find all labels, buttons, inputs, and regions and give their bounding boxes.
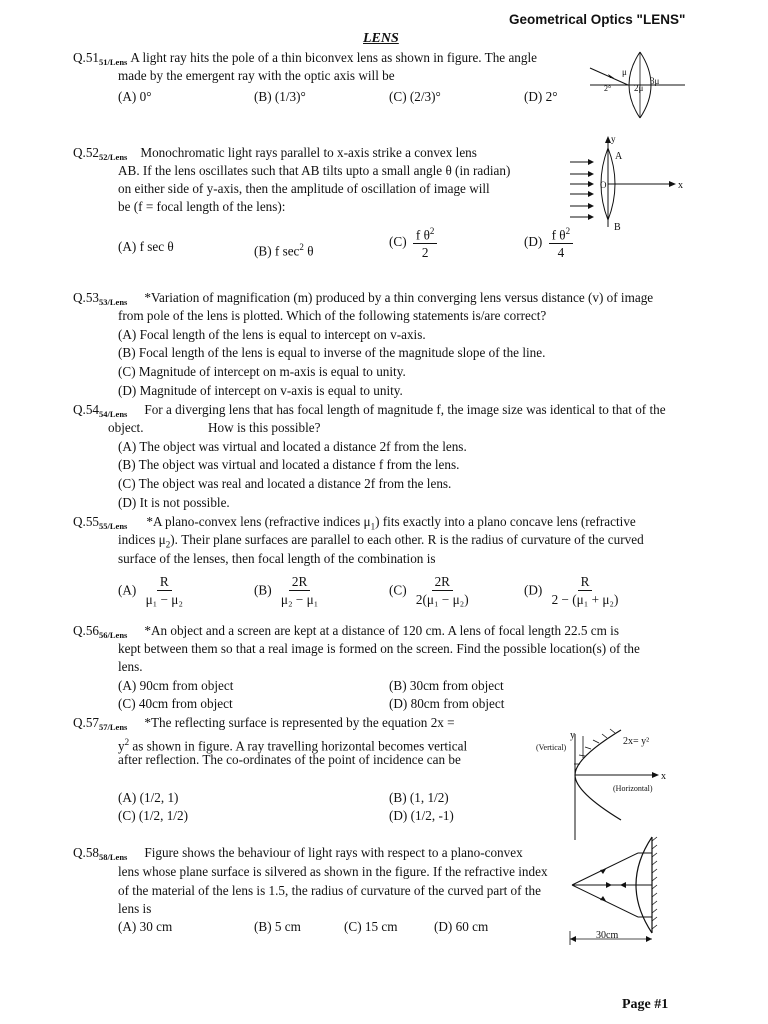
q51-option-a: (A) 0° <box>118 89 152 104</box>
q55-option-a: (A) $\frac{R}{\text{μ₁ − μ₂}}$ <box>118 574 183 607</box>
q52-fig-y: y <box>611 134 616 144</box>
q57-line2: $y^2$ as shown in figure. A ray travelling horizontal becomes vertical <box>118 737 468 754</box>
q57-fig-y: y <box>570 730 575 741</box>
q51-fig-2mu: 2μ <box>634 83 644 93</box>
q57-option-a: (A) (1/2, 1) <box>118 790 179 805</box>
q56-option-c: (C) 40cm from object <box>118 696 233 711</box>
q58-line2: lens whose plane surface is silvered as shown in the figure. If the refractive index <box>118 864 548 879</box>
q55-line3: surface of the lenses, then focal length of the combination is <box>118 551 436 566</box>
q56-option-a: (A) 90cm from object <box>118 678 234 693</box>
q56-line3: lens. <box>118 659 143 674</box>
q55-option-c: (C) $\frac{2R}{\text{2(μ₁ − μ₂)}}$ <box>389 574 469 607</box>
q57-line3: after reflection. The co-ordinates of the point of incidence can be <box>118 752 461 767</box>
q52-line3: on either side of y-axis, then the amplitude of oscillation of image will <box>118 181 490 196</box>
q51-option-d: (D) 2° <box>524 89 558 104</box>
q52-line1: $Q.52_{52/Lens}$ Monochromatic light rays parallel to x-axis strike a convex lens <box>73 145 477 162</box>
q52-fig-x: x <box>678 180 683 191</box>
q56-option-d: (D) 80cm from object <box>389 696 505 711</box>
q55-option-d: (D) $\frac{R}{\text{2 − (μ₁ + μ₂)}}$ <box>524 574 619 607</box>
q53-option-b: (B) Focal length of the lens is equal to inverse of the magnitude slope of the line. <box>118 345 546 360</box>
q52-fig-b: B <box>614 222 621 233</box>
q57-fig-vertical: (Vertical) <box>536 743 567 752</box>
q51-fig-mu: μ <box>622 67 627 77</box>
page-number: Page #1 <box>622 997 669 1012</box>
q52-fig-o: O <box>600 180 607 190</box>
q57-fig-x: x <box>661 771 666 782</box>
q58-line3: of the material of the lens is 1.5, the radius of curvature of the curved part of the <box>118 883 541 898</box>
q54-option-a: (A) The object was virtual and located a distance 2f from the lens. <box>118 439 467 454</box>
q51-fig-3mu: 3μ <box>650 76 660 86</box>
q52-option-a: (A) f sec θ <box>118 239 174 254</box>
q57-fig-equation: 2x= y² <box>623 736 650 747</box>
q51-fig-angle: 2° <box>604 84 612 93</box>
q53-option-c: (C) Magnitude of intercept on m-axis is equal to unity. <box>118 364 406 379</box>
q52-option-b: (B) f $\sec^2 \theta$ <box>254 242 314 259</box>
q58-line1: $Q.58_{58/Lens}$ Figure shows the behaviour of light rays with respect to a plano-convex <box>73 845 523 862</box>
q57-fig-horizontal: (Horizontal) <box>613 784 653 793</box>
q54-line2a: object. <box>108 420 144 435</box>
q58-option-c: (C) 15 cm <box>344 919 398 934</box>
q55-option-b: (B) $\frac{2R}{\text{μ₂ − μ₁}}$ <box>254 574 319 607</box>
q56-line2: kept between them so that a real image is formed on the screen. Find the possible location(s) of the <box>118 641 640 656</box>
q51-lens-figure <box>590 50 700 110</box>
q56-line1: $Q.56_{56/Lens}$ *An object and a screen are kept at a distance of 120 cm. A lens of focal length 22.5 cm is <box>73 623 619 640</box>
q54-option-d: (D) It is not possible. <box>118 495 230 510</box>
q52-option-d: (D) $\frac{f \theta^2}{4}$ <box>524 224 573 260</box>
q54-line1: $Q.54_{54/Lens}$ For a diverging lens that has focal length of magnitude f, the image size was identical to that of the <box>73 402 666 419</box>
q58-option-a: (A) 30 cm <box>118 919 173 934</box>
q51-line2: made by the emergent ray with the optic axis will be <box>118 68 395 83</box>
q57-option-d: (D) (1/2, -1) <box>389 808 454 823</box>
q54-line2b: How is this possible? <box>208 420 321 435</box>
section-title: LENS <box>363 31 399 46</box>
q58-option-b: (B) 5 cm <box>254 919 301 934</box>
q58-fig-distance: 30cm <box>596 930 619 941</box>
q53-option-d: (D) Magnitude of intercept on v-axis is equal to unity. <box>118 383 403 398</box>
q56-option-b: (B) 30cm from object <box>389 678 504 693</box>
q58-silvered-lens-figure <box>568 835 678 950</box>
q51-option-c: (C) (2/3)° <box>389 89 441 104</box>
q58-option-d: (D) 60 cm <box>434 919 489 934</box>
q54-option-b: (B) The object was virtual and located a distance f from the lens. <box>118 457 460 472</box>
page-header-title: Geometrical Optics "LENS" <box>509 12 686 27</box>
q52-fig-a: A <box>615 151 623 162</box>
q58-line4: lens is <box>118 901 152 916</box>
q53-option-a: (A) Focal length of the lens is equal to intercept on v-axis. <box>118 327 426 342</box>
q57-option-b: (B) (1, 1/2) <box>389 790 449 805</box>
q53-line2: from pole of the lens is plotted. Which of the following statements is/are correct? <box>118 308 547 323</box>
q52-line2: AB. If the lens oscillates such that AB tilts upto a small angle θ (in radian) <box>118 163 511 178</box>
q51-option-b: (B) (1/3)° <box>254 89 306 104</box>
q55-line1: $Q.55_{55/Lens}$ *A plano-convex lens (refractive indices $\mu_1$) fits exactly into a plano concave lens (refractive <box>73 514 636 532</box>
q57-line1: $Q.57_{57/Lens}$ *The reflecting surface is represented by the equation 2x = <box>73 715 455 732</box>
q51-line1: $Q.51_{51/Lens}$ A light ray hits the pole of a thin biconvex lens as shown in figure. The angle <box>73 50 538 67</box>
q52-option-c: (C) $\frac{f \theta^2}{2}$ <box>389 224 437 260</box>
q52-line4: be (f = focal length of the lens): <box>118 199 286 214</box>
q55-line2: indices $\mu_2$). Their plane surfaces are parallel to each other. R is the radius of curvature of the curved <box>118 532 644 550</box>
q52-lens-figure <box>568 132 688 242</box>
q54-option-c: (C) The object was real and located a distance 2f from the lens. <box>118 476 452 491</box>
q57-option-c: (C) (1/2, 1/2) <box>118 808 188 823</box>
q53-line1: $Q.53_{53/Lens}$ *Variation of magnification (m) produced by a thin converging lens versus distance (v) of image <box>73 290 654 307</box>
q57-mirror-figure <box>535 728 675 848</box>
